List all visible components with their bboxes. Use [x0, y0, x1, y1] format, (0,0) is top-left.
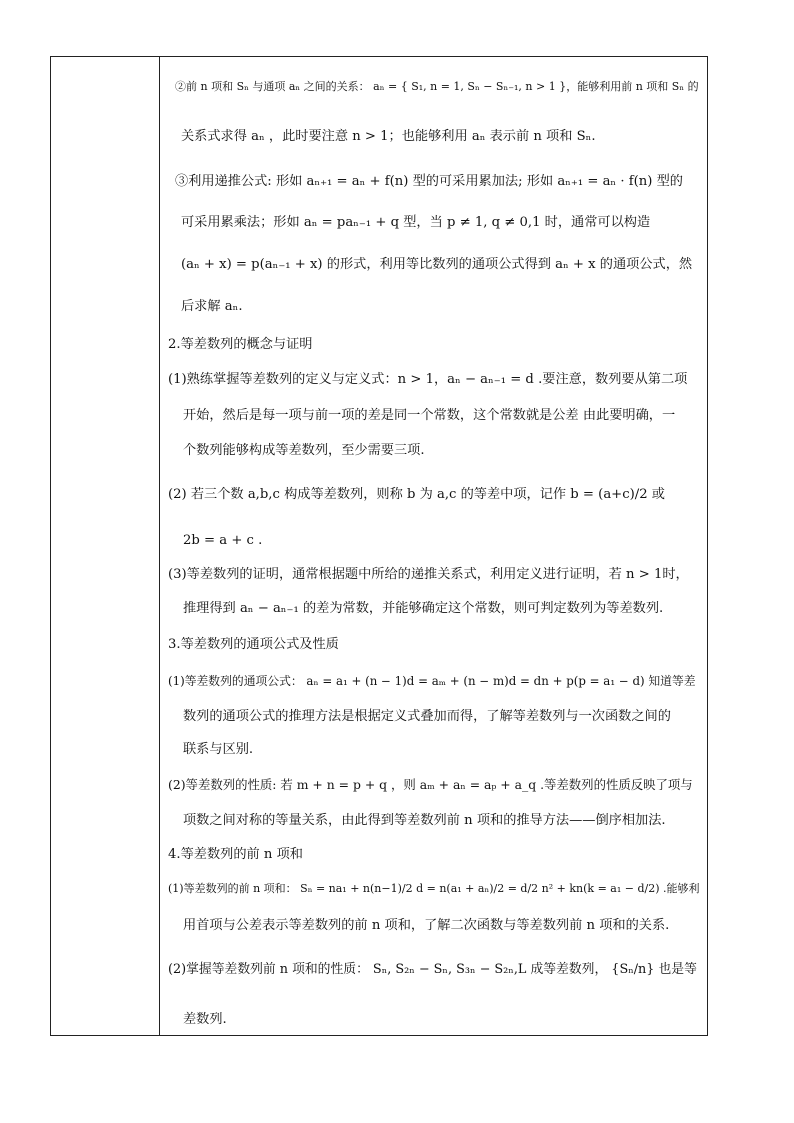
text-line: (2) 若三个数 a,b,c 构成等差数列，则称 b 为 a,c 的等差中项，记作 b = (a+c)/2 或 — [168, 487, 665, 502]
text-line: (2)掌握等差数列前 n 项和的性质： Sₙ, S₂ₙ − Sₙ, S₃ₙ − S₂ₙ,L 成等差数列， {Sₙ/n} 也是等 — [168, 962, 697, 977]
text-line: 联系与区别. — [183, 742, 254, 757]
text-line: ③利用递推公式: 形如 aₙ₊₁ = aₙ + f(n) 型的可采用累加法; 形如 aₙ₊₁ = aₙ · f(n) 型的 — [175, 174, 683, 189]
section-heading: 3.等差数列的通项公式及性质 — [168, 637, 339, 652]
text-line: 推理得到 aₙ − aₙ₋₁ 的差为常数，并能够确定这个常数，则可判定数列为等差数列. — [183, 601, 664, 616]
text-line: 项数之间对称的等量关系，由此得到等差数列前 n 项和的推导方法——倒序相加法. — [183, 813, 666, 828]
text-line: (1)等差数列的前 n 项和： Sₙ = na₁ + n(n−1)/2 d = n(a₁ + aₙ)/2 = d/2 n² + kn(k = a₁ − d/2) .能够利 — [168, 882, 700, 895]
text-line: 数列的通项公式的推理方法是根据定义式叠加而得，了解等差数列与一次函数之间的 — [183, 709, 671, 724]
left-column-cell — [51, 57, 160, 1035]
text-line: (3)等差数列的证明，通常根据题中所给的递推关系式，利用定义进行证明，若 n > 1时， — [168, 567, 689, 582]
text-line: (aₙ + x) = p(aₙ₋₁ + x) 的形式，利用等比数列的通项公式得到 aₙ + x 的通项公式，然 — [181, 257, 693, 272]
text-line: 2b = a + c . — [183, 533, 263, 548]
text-line: ②前 n 项和 Sₙ 与通项 aₙ 之间的关系： aₙ = { S₁, n = 1, Sₙ − Sₙ₋₁, n > 1 }，能够利用前 n 项和 Sₙ 的 — [175, 80, 699, 93]
text-line: 可采用累乘法；形如 aₙ = paₙ₋₁ + q 型，当 p ≠ 1, q ≠ 0,1 时，通常可以构造 — [181, 215, 651, 230]
text-line: (1)等差数列的通项公式： aₙ = a₁ + (n − 1)d = aₘ + (n − m)d = dn + p(p = a₁ − d) 知道等差 — [168, 674, 696, 688]
text-line: 差数列. — [183, 1012, 227, 1027]
section-heading: 2.等差数列的概念与证明 — [168, 337, 313, 352]
text-line: 用首项与公差表示等差数列的前 n 项和，了解二次函数与等差数列前 n 项和的关系. — [183, 918, 670, 933]
text-line: 关系式求得 aₙ ，此时要注意 n > 1；也能够利用 aₙ 表示前 n 项和 Sₙ. — [181, 129, 596, 144]
text-line: (2)等差数列的性质: 若 m + n = p + q ，则 aₘ + aₙ = aₚ + a_q .等差数列的性质反映了项与 — [168, 777, 693, 792]
text-line: (1)熟练掌握等差数列的定义与定义式：n > 1，aₙ − aₙ₋₁ = d .要注意，数列要从第二项 — [168, 372, 688, 387]
section-heading: 4.等差数列的前 n 项和 — [168, 847, 303, 862]
text-line: 开始，然后是每一项与前一项的差是同一个常数，这个常数就是公差 由此要明确，一 — [183, 408, 676, 423]
text-line: 个数列能够构成等差数列，至少需要三项. — [183, 443, 425, 458]
text-line: 后求解 aₙ. — [181, 299, 243, 314]
